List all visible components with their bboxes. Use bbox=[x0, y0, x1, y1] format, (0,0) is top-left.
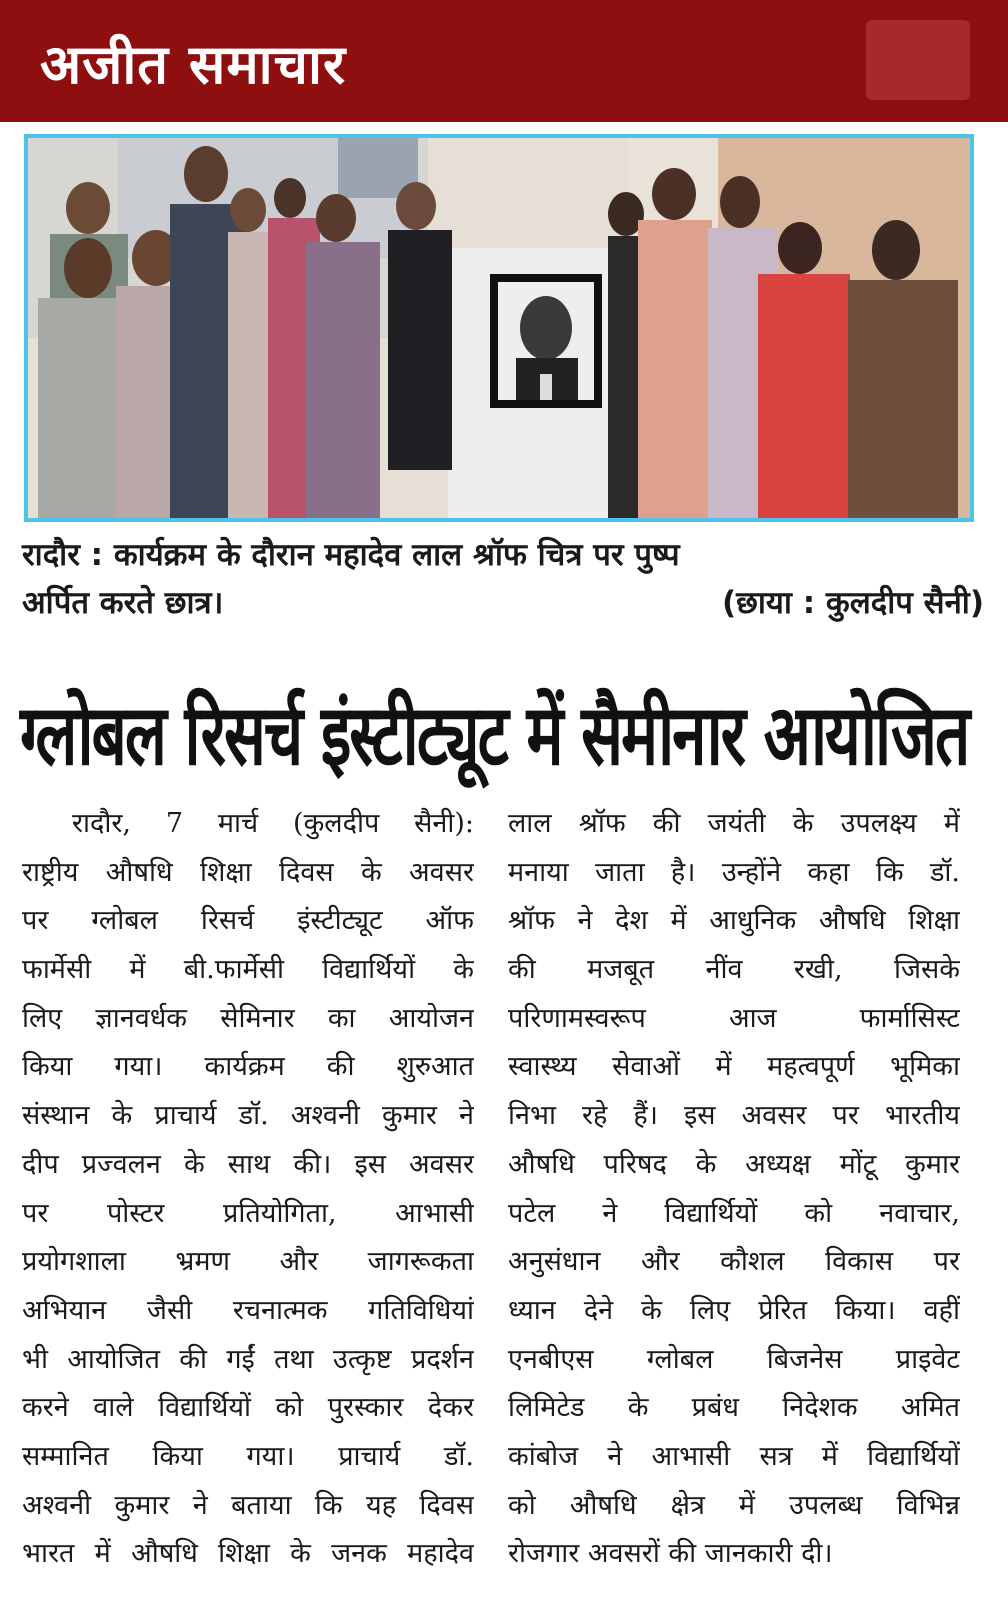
article-line: अभियान जैसी रचनात्मक गतिविधियां bbox=[22, 1294, 474, 1326]
article-line: स्वास्थ्य सेवाओं में महत्वपूर्ण भूमिका bbox=[508, 1051, 960, 1083]
article-line: लाल श्रॉफ की जयंती के उपलक्ष्य में bbox=[508, 808, 960, 839]
article-line: करने वाले विद्यार्थियों को पुरस्कार देकर bbox=[22, 1392, 474, 1424]
article-line: रादौर, 7 मार्च (कुलदीप सैनी): bbox=[72, 808, 474, 839]
article-line: परिणामस्वरूप आज फार्मासिस्ट bbox=[508, 1002, 960, 1034]
article-line: पर पोस्टर प्रतियोगिता, आभासी bbox=[22, 1197, 474, 1229]
article-line: संस्थान के प्राचार्य डॉ. अश्वनी कुमार ने bbox=[22, 1100, 474, 1132]
masthead bbox=[0, 0, 1008, 122]
article-line: किया गया। कार्यक्रम की शुरुआत bbox=[22, 1051, 474, 1083]
article-line: निभा रहे हैं। इस अवसर पर भारतीय bbox=[508, 1100, 960, 1132]
article-line: दीप प्रज्वलन के साथ की। इस अवसर bbox=[22, 1148, 474, 1180]
article-line: फार्मेसी में बी.फार्मेसी विद्यार्थियों के bbox=[22, 954, 474, 986]
article-line: रोजगार अवसरों की जानकारी दी। bbox=[508, 1538, 833, 1570]
photo-caption-line1: रादौर : कार्यक्रम के दौरान महादेव लाल श्रॉफ चित्र पर पुष्प bbox=[22, 537, 680, 573]
article-line: भी आयोजित की गईं तथा उत्कृष्ट प्रदर्शन bbox=[22, 1343, 474, 1375]
article-line: सम्मानित किया गया। प्राचार्य डॉ. bbox=[22, 1440, 474, 1472]
article-line: लिमिटेड के प्रबंध निदेशक अमित bbox=[508, 1392, 960, 1424]
article-line: प्रयोगशाला भ्रमण और जागरूकता bbox=[22, 1246, 474, 1278]
article-line: भारत में औषधि शिक्षा के जनक महादेव bbox=[22, 1538, 474, 1570]
masthead-button[interactable] bbox=[866, 20, 970, 100]
article-line: औषधि परिषद के अध्यक्ष मोंटू कुमार bbox=[508, 1148, 960, 1180]
article-line: मनाया जाता है। उन्होंने कहा कि डॉ. bbox=[508, 856, 960, 888]
article-column-right bbox=[508, 800, 960, 1579]
headline: ग्लोबल रिसर्च इंस्टीट्यूट में सैमीनार आयोजित bbox=[20, 685, 969, 785]
news-photo bbox=[24, 134, 974, 522]
article-line: राष्ट्रीय औषधि शिक्षा दिवस के अवसर bbox=[22, 856, 474, 888]
article-line: को औषधि क्षेत्र में उपलब्ध विभिन्न bbox=[508, 1489, 960, 1521]
photo-caption-line2 bbox=[22, 580, 984, 626]
article-line: अश्वनी कुमार ने बताया कि यह दिवस bbox=[22, 1489, 474, 1521]
article-line: ध्यान देने के लिए प्रेरित किया। वहीं bbox=[508, 1294, 960, 1326]
group-photo-icon bbox=[28, 138, 970, 518]
article-line: की मजबूत नींव रखी, जिसके bbox=[508, 954, 960, 986]
photo-caption-line2-text: अर्पित करते छात्र। bbox=[22, 585, 224, 621]
article-line: पटेल ने विद्यार्थियों को नवाचार, bbox=[508, 1197, 960, 1229]
article-line: एनबीएस ग्लोबल बिजनेस प्राइवेट bbox=[508, 1343, 960, 1375]
article-line: अनुसंधान और कौशल विकास पर bbox=[508, 1246, 960, 1278]
article-line: लिए ज्ञानवर्धक सेमिनार का आयोजन bbox=[22, 1002, 474, 1034]
masthead-title: अजीत समाचार bbox=[40, 33, 347, 96]
article-line: श्रॉफ ने देश में आधुनिक औषधि शिक्षा bbox=[508, 905, 960, 937]
photo-credit: (छाया : कुलदीप सैनी) bbox=[722, 585, 984, 621]
article-line: पर ग्लोबल रिसर्च इंस्टीट्यूट ऑफ bbox=[22, 905, 474, 937]
article-column-left bbox=[22, 800, 474, 1579]
article-line: कांबोज ने आभासी सत्र में विद्यार्थियों bbox=[508, 1440, 960, 1472]
